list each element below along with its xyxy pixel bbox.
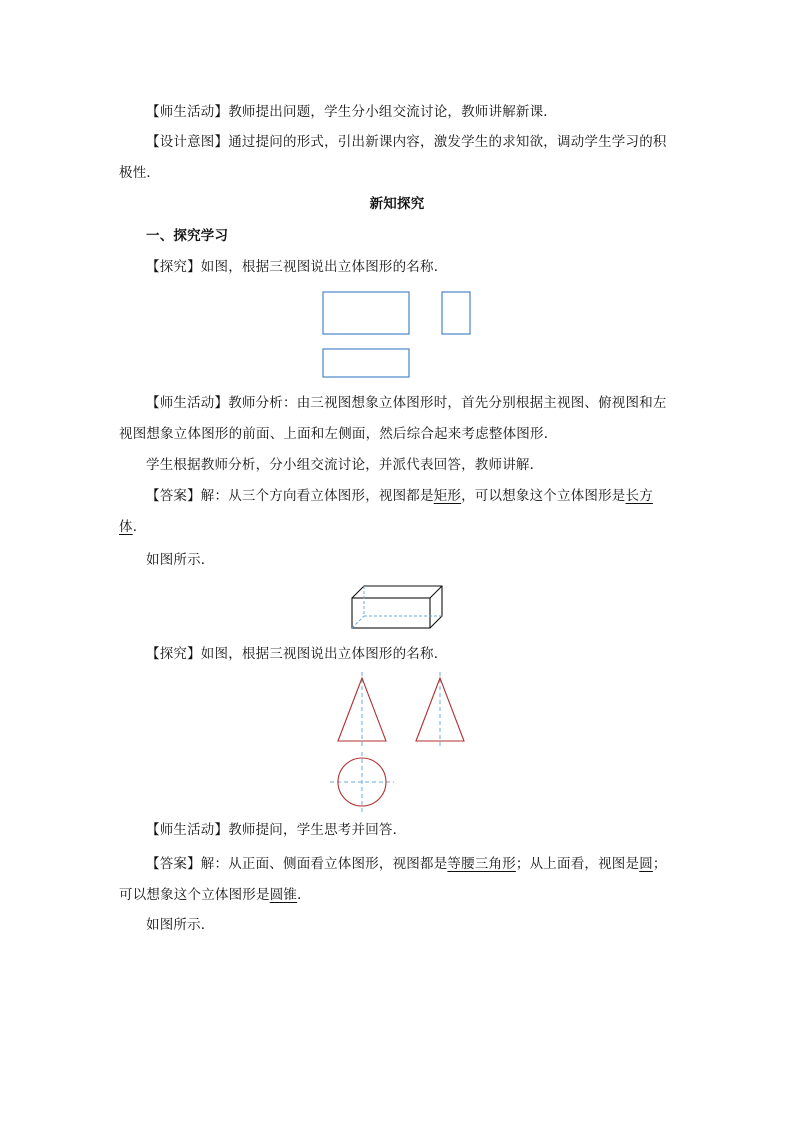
- teacher-analysis-line1: 【师生活动】教师分析：由三视图想象立体图形时，首先分别根据主视图、俯视图和左: [146, 395, 667, 411]
- sub-title: 一、探究学习: [146, 228, 229, 244]
- answer-1-text-b: ，可以想象这个立体图形是: [461, 488, 626, 504]
- teacher-question: 【师生活动】教师提问，学生思考并回答．: [146, 822, 407, 838]
- as-shown-2: 如图所示．: [146, 917, 215, 933]
- paragraph-design-intent-line2: 极性．: [119, 165, 161, 181]
- as-shown-1: 如图所示．: [146, 552, 215, 568]
- explore-question-1: 【探究】如图，根据三视图说出立体图形的名称．: [146, 259, 448, 275]
- teacher-analysis-line2: 视图想象立体图形的前面、上面和左侧面，然后综合起来考虑整体图形．: [119, 426, 558, 442]
- paragraph-design-intent-line1: 【设计意图】通过提问的形式，引出新课内容，激发学生的求知欲，调动学生学习的积: [146, 134, 667, 150]
- answer-1-period: ．: [132, 519, 147, 535]
- answer-2-circle-underline: 圆: [639, 856, 653, 872]
- answer-2-triangle-underline: 等腰三角形: [447, 856, 516, 872]
- student-discussion-line: 学生根据教师分析，分小组交流讨论，并派代表回答，教师讲解．: [146, 457, 544, 473]
- answer-1-text-a: 【答案】解：从三个方向看立体图形，视图都是: [146, 488, 434, 504]
- answer-2-text-a: 【答案】解：从正面、侧面看立体图形，视图都是: [146, 856, 448, 872]
- answer-1-rect-underline: 矩形: [433, 488, 462, 504]
- answer-1-cuboid-underline: 长方: [625, 488, 653, 504]
- answer-2-text-b: ；从上面看，视图是: [515, 856, 640, 872]
- answer-2-semicolon: ；: [652, 856, 667, 872]
- answer-2-period: ．: [297, 887, 311, 903]
- section-title: 新知探究: [369, 196, 425, 212]
- answer-2-line2: [119, 885, 311, 905]
- answer-2-line1: [146, 854, 667, 874]
- answer-2-text-c: 可以想象这个立体图形是: [119, 887, 270, 903]
- answer-2-cone-underline: 圆锥: [269, 887, 298, 903]
- answer-1-cuboid-underline-2: 体: [119, 519, 133, 535]
- paragraph-activity-intro: 【师生活动】教师提出问题，学生分小组交流讨论，教师讲解新课．: [146, 104, 557, 120]
- explore-question-2: 【探究】如图，根据三视图说出立体图形的名称．: [146, 646, 448, 662]
